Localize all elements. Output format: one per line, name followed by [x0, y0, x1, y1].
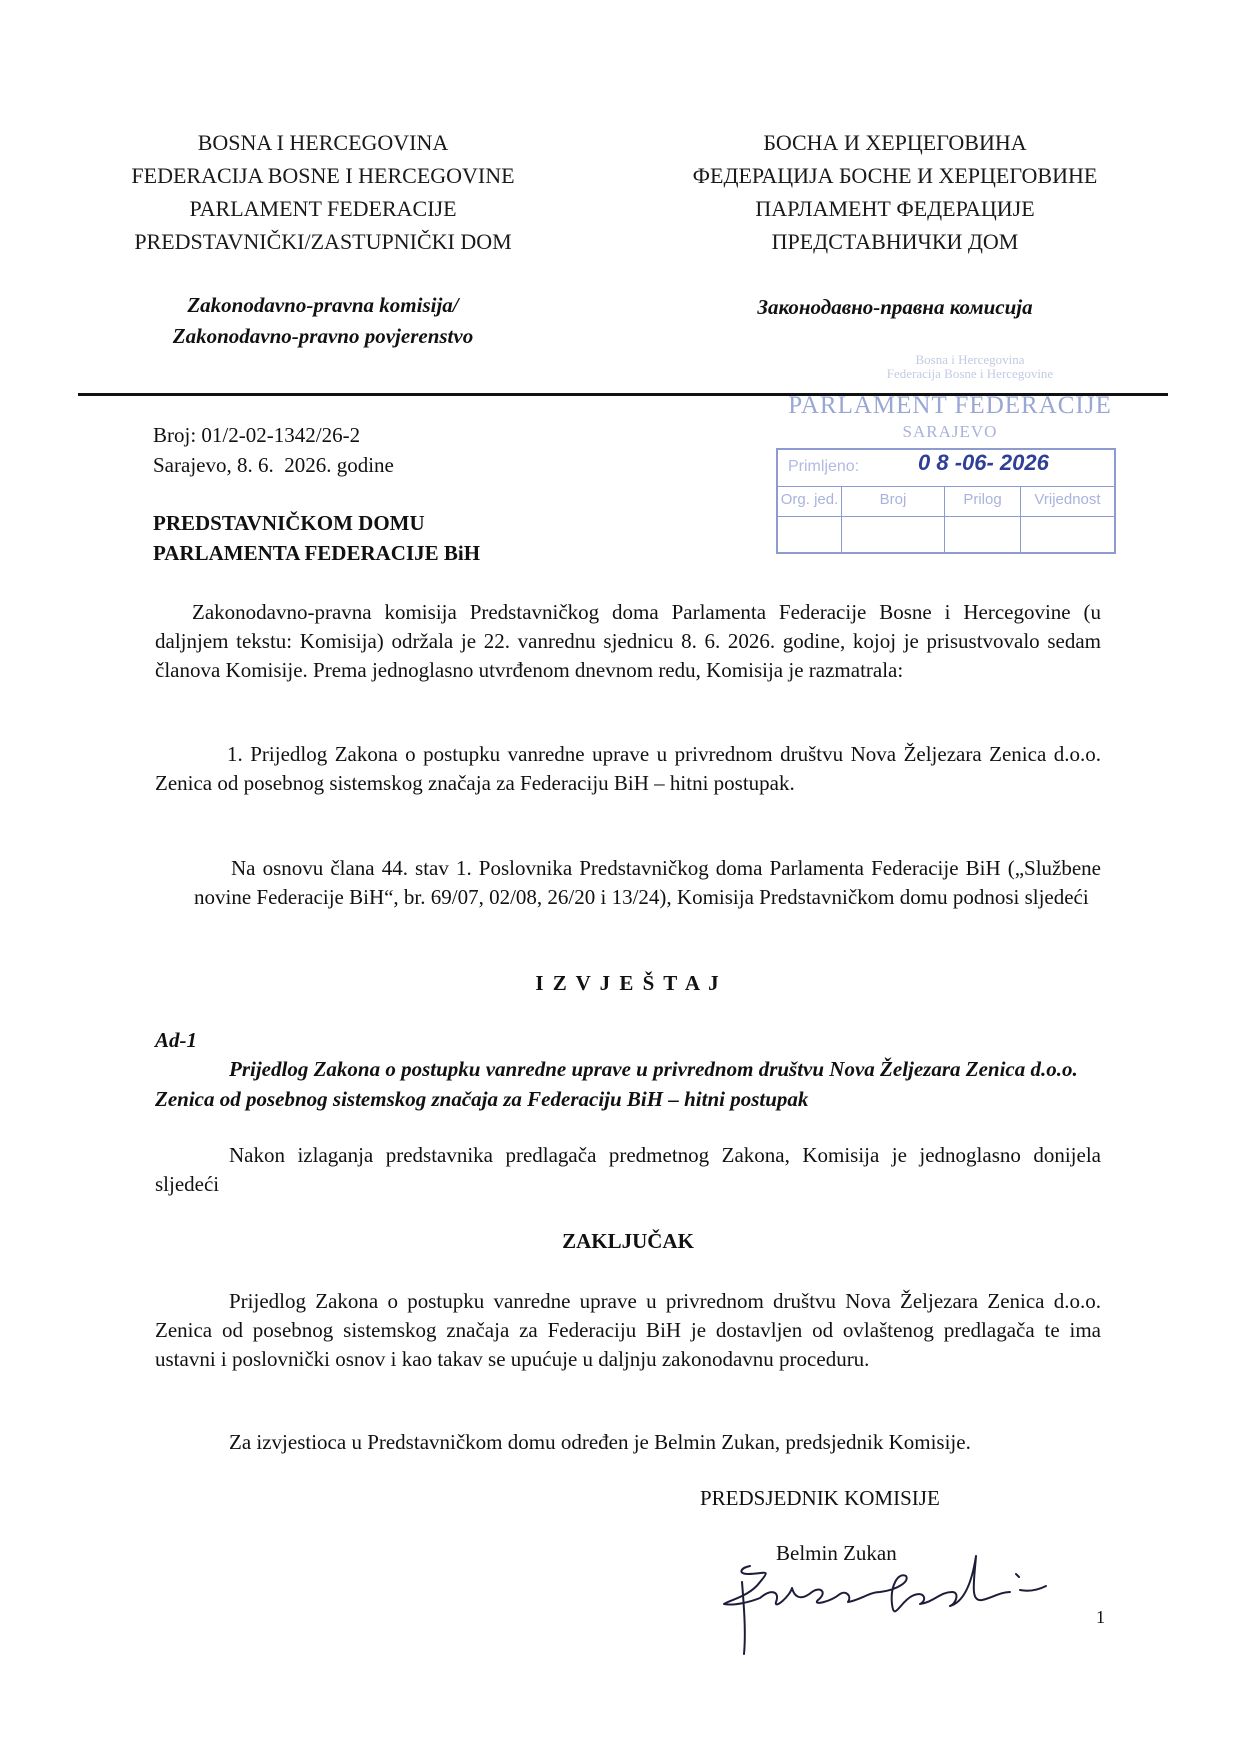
- stamp-received-date: 0 8 -06- 2026: [918, 450, 1049, 475]
- agenda-item: 1. Prijedlog Zakona o postupku vanredne uprave u privrednom društvu Nova Željezara Zenica d.o.o. Zenica od posebnog sistemskog značaja za Federaciju BiH – hitni postupak.: [155, 742, 1101, 795]
- committee-left-line: Zakonodavno-pravno povjerenstvo: [172, 324, 474, 348]
- committee-right: Законодавно-правна комисија: [757, 295, 1033, 319]
- stamp-header: [820, 353, 1120, 381]
- intro-paragraph: Zakonodavno-pravna komisija Predstavničkog doma Parlamenta Federacije Bosne i Hercegovine (u daljnjem tekstu: Komisija) održala je 22. vanrednu sjednicu 8. 6. 2026. godine, kojoj je prisustvovalo sedam članova Komisije. Prema jednoglasno utvrđenom dnevnom redu, Komisija je razmatrala:: [155, 600, 1101, 682]
- received-stamp: [776, 448, 1116, 554]
- document-number: Broj: 01/2-02-1342/26-2: [153, 423, 361, 447]
- stamp-column: Broj: [842, 486, 945, 516]
- header-right: [650, 126, 1140, 258]
- signatory-name: Belmin Zukan: [776, 1541, 897, 1565]
- agenda-ref-title: Prijedlog Zakona o postupku vanredne uprave u privrednom društvu Nova Željezara Zenica d.o.o. Zenica od posebnog sistemskog značaja za Federaciju BiH – hitni postupak: [155, 1057, 1078, 1111]
- header-right-line: БОСНА И ХЕРЦЕГОВИНА: [763, 130, 1027, 155]
- stamp-received-label: Primljeno:: [788, 458, 860, 475]
- stamp-header-line: Federacija Bosne i Hercegovine: [886, 366, 1054, 381]
- stamp-columns-row: [778, 486, 1114, 517]
- stamp-column: Vrijednost: [1034, 491, 1101, 508]
- committee-left-line: Zakonodavno-pravna komisija/: [187, 293, 459, 317]
- document-meta: [153, 420, 394, 480]
- stamp-divider: [1020, 516, 1021, 552]
- stamp-received-row: [778, 450, 1114, 487]
- header-left-line: BOSNA I HERCEGOVINA: [197, 130, 449, 155]
- header-left-line: PARLAMENT FEDERACIJE: [189, 196, 457, 221]
- legal-basis-paragraph: Na osnovu člana 44. stav 1. Poslovnika Predstavničkog doma Parlamenta Federacije BiH („Službene novine Federacije BiH“, br. 69/07, 02/08, 26/20 i 13/24), Komisija Predstavničkom domu podnosi sljedeći: [194, 856, 1101, 909]
- stamp-column: Prilog: [945, 486, 1021, 516]
- stamp-city: SARAJEVO: [902, 422, 998, 441]
- stamp-column: Org. jed.: [778, 486, 842, 516]
- addressee: [153, 508, 480, 568]
- header-left-line: FEDERACIJA BOSNE I HERCEGOVINE: [131, 163, 515, 188]
- addressee-line: PARLAMENTA FEDERACIJE BiH: [153, 541, 481, 565]
- handwritten-signature: [720, 1552, 1060, 1662]
- stamp-empty-row: [778, 516, 1114, 552]
- document-place-date: Sarajevo, 8. 6. 2026. godine: [153, 453, 394, 477]
- conclusion-paragraph: Prijedlog Zakona o postupku vanredne uprave u privrednom društvu Nova Željezara Zenica d.o.o. Zenica od posebnog sistemskog značaja za Federaciju BiH je dostavljen od ovlaštenog predlagača te ima ustavni i poslovnički osnov i kao takav se upućuje u daljnju zakonodavnu proceduru.: [155, 1289, 1101, 1371]
- presentation-paragraph: Nakon izlaganja predstavnika predlagača predmetnog Zakona, Komisija je jednoglasno donijela sljedeći: [155, 1143, 1101, 1196]
- stamp-divider: [944, 516, 945, 552]
- addressee-line: PREDSTAVNIČKOM DOMU: [153, 511, 425, 535]
- committee-left: [78, 290, 568, 352]
- stamp-header-line: Bosna i Hercegovina: [915, 352, 1025, 367]
- header-right-line: ПАРЛАМЕНТ ФЕДЕРАЦИЈЕ: [755, 196, 1035, 221]
- signatory-title: PREDSJEDNIK KOMISIJE: [700, 1486, 940, 1510]
- header-left: [78, 126, 568, 258]
- stamp-org: PARLAMENT FEDERACIJE: [788, 392, 1112, 419]
- conclusion-title: ZAKLJUČAK: [562, 1229, 694, 1253]
- report-title: I Z V J E Š T A J: [535, 971, 721, 995]
- header-right-line: ПРЕДСТАВНИЧКИ ДОМ: [771, 229, 1019, 254]
- page-number: 1: [1096, 1607, 1105, 1627]
- rapporteur-paragraph: Za izvjestioca u Predstavničkom domu određen je Belmin Zukan, predsjednik Komisije.: [229, 1430, 971, 1454]
- stamp-divider: [841, 516, 842, 552]
- header-right-line: ФЕДЕРАЦИЈА БОСНЕ И ХЕРЦЕГОВИНЕ: [692, 163, 1098, 188]
- header-left-line: PREDSTAVNIČKI/ZASTUPNIČKI DOM: [134, 229, 512, 254]
- agenda-ref: Ad-1: [155, 1028, 197, 1052]
